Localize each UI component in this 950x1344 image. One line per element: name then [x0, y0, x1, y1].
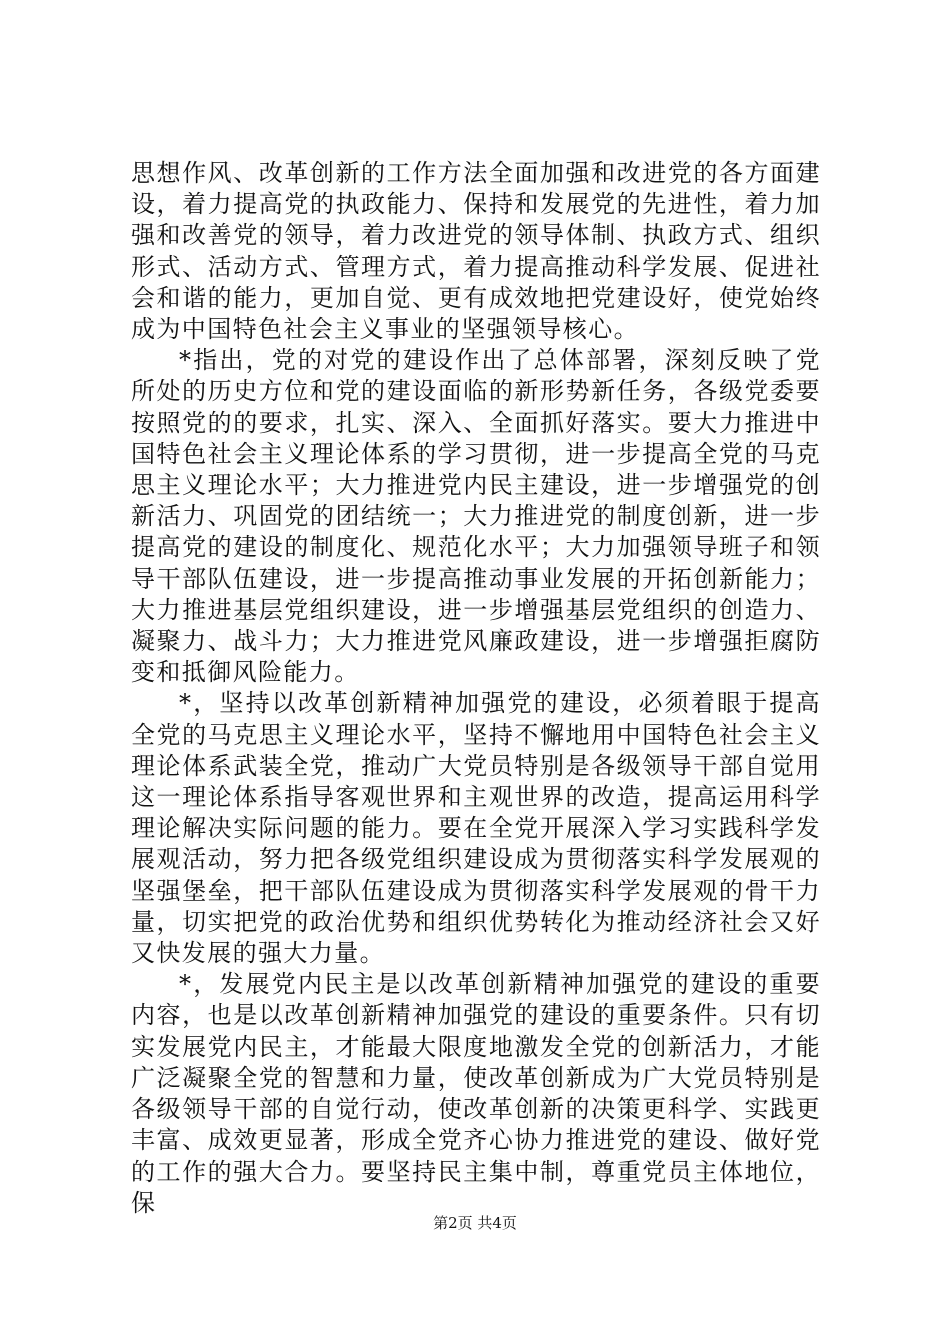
paragraph-2: *指出，党的对党的建设作出了总体部署，深刻反映了党所处的历史方位和党的建设面临的新形势新任务，各级党委要按照党的的要求，扎实、深入、全面抓好落实。要大力推进中国特色社会主义理论体系的学习贯彻，进一步提高全党的马克思主义理论水平；大力推进党内民主建设，进一步增强党的创新活力、巩固党的团结统一；大力推进党的制度创新，进一步提高党的建设的制度化、规范化水平；大力加强领导班子和领导干部队伍建设，进一步提高推动事业发展的开拓创新能力；大力推进基层党组织建设，进一步增强基层党组织的创造力、凝聚力、战斗力；大力推进党风廉政建设，进一步增强拒腐防变和抵御风险能力。 [131, 346, 821, 687]
paragraph-4: *，发展党内民主是以改革创新精神加强党的建设的重要内容，也是以改革创新精神加强党的建设的重要条件。只有切实发展党内民主，才能最大限度地激发全党的创新活力，才能广泛凝聚全党的智慧和力量，使改革创新成为广大党员特别是各级领导干部的自觉行动，使改革创新的决策更科学、实践更丰富、成效更显著，形成全党齐心协力推进党的建设、做好党的工作的强大合力。要坚持民主集中制，尊重党员主体地位，保 [131, 970, 821, 1217]
paragraph-3: *，坚持以改革创新精神加强党的建设，必须着眼于提高全党的马克思主义理论水平，坚持不懈地用中国特色社会主义理论体系武装全党，推动广大党员特别是各级领导干部自觉用这一理论体系指导客观世界和主观世界的改造，提高运用科学理论解决实际问题的能力。要在全党开展深入学习实践科学发展观活动，努力把各级党组织建设成为贯彻落实科学发展观的坚强堡垒，把干部队伍建设成为贯彻落实科学发展观的骨干力量，切实把党的政治优势和组织优势转化为推动经济社会又好又快发展的强大力量。 [131, 689, 821, 968]
page-footer: 第2页 共4页 [433, 1214, 517, 1232]
paragraph-1: 思想作风、改革创新的工作方法全面加强和改进党的各方面建设，着力提高党的执政能力、保持和发展党的先进性，着力加强和改善党的领导，着力改进党的领导体制、执政方式、组织形式、活动方式、管理方式，着力提高推动科学发展、促进社会和谐的能力，更加自觉、更有成效地把党建设好，使党始终成为中国特色社会主义事业的坚强领导核心。 [131, 159, 821, 344]
document-body [131, 158, 821, 1219]
